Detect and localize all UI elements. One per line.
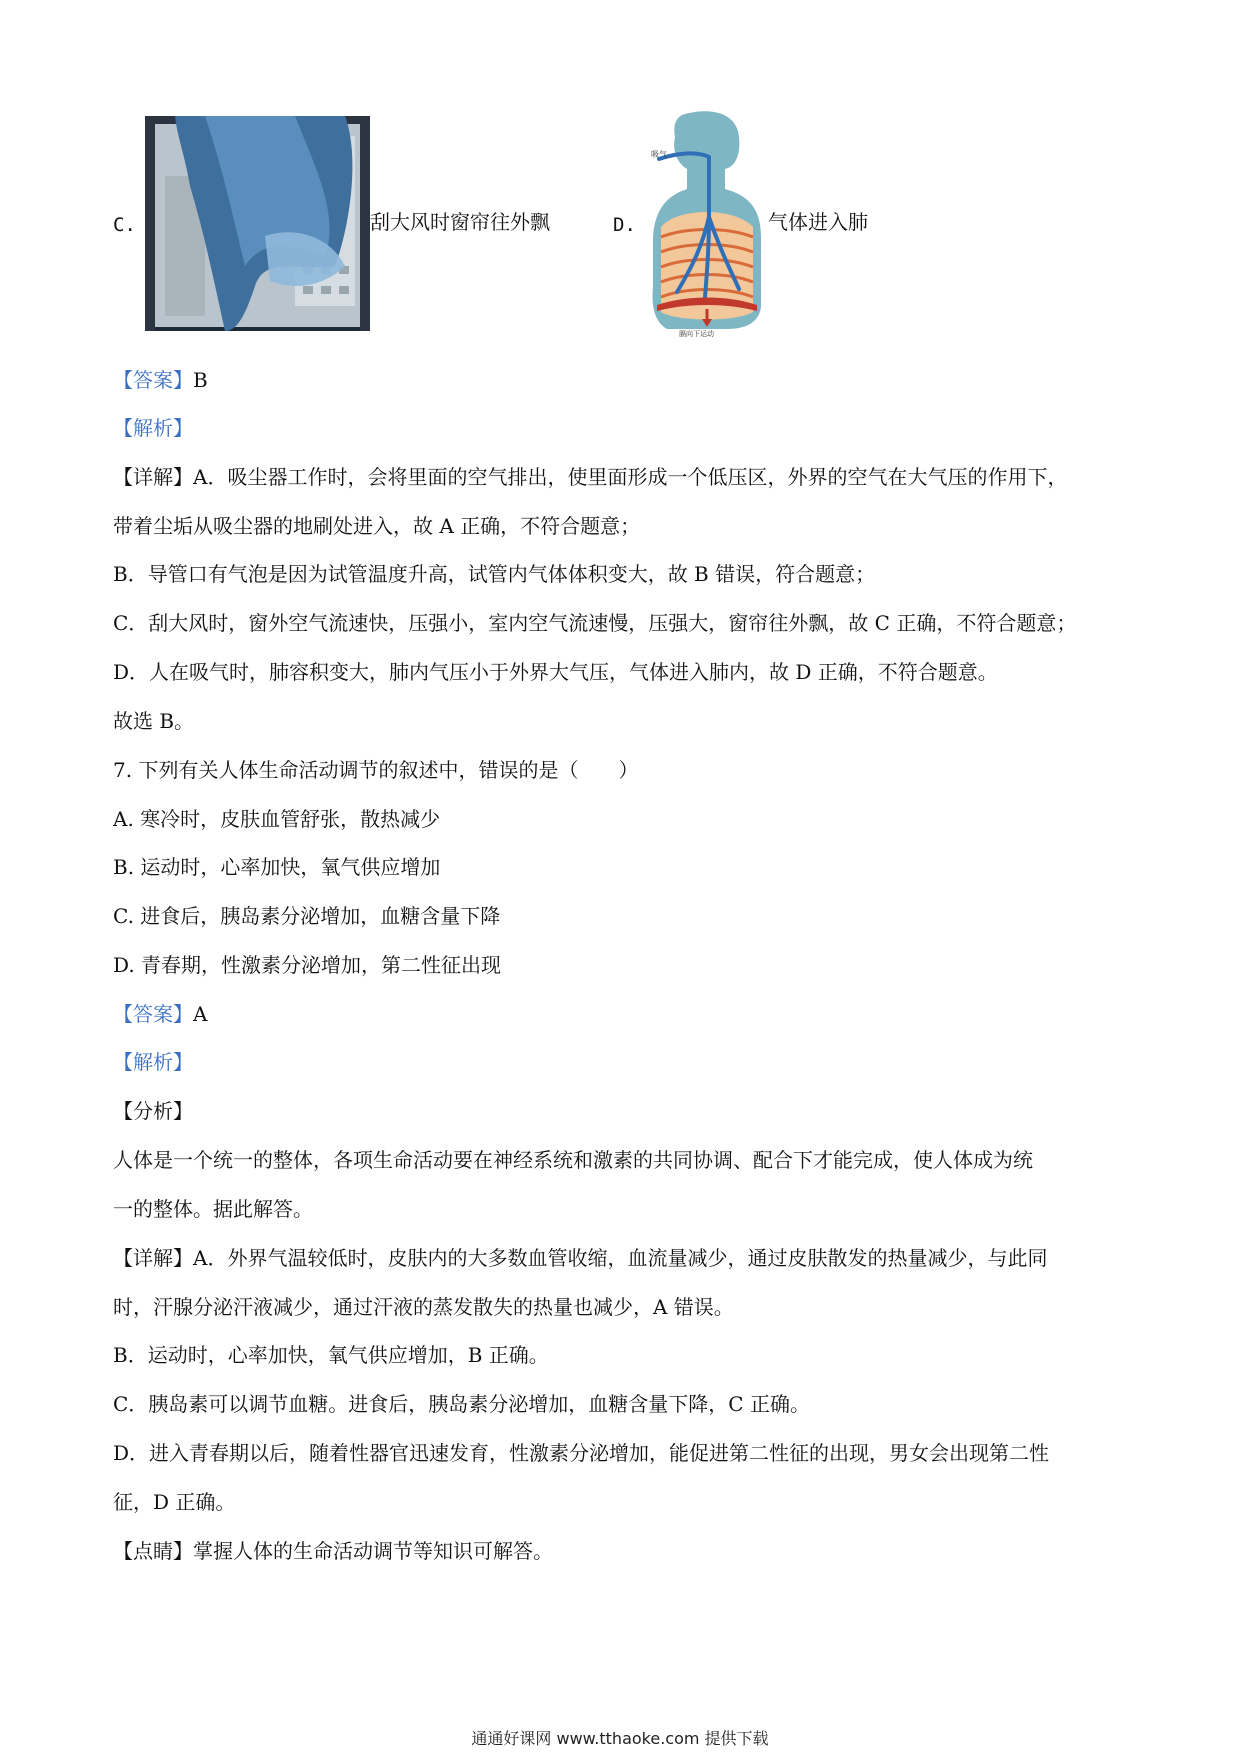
q7-detail-line-2: 时，汗腺分泌汗液减少，通过汗液的蒸发散失的热量也减少，A 错误。	[113, 1295, 734, 1319]
q7-answer-line	[113, 1000, 1133, 1028]
lung-breathing-diagram	[647, 107, 765, 337]
q6-explain-c: C．刮大风时，窗外空气流速快，压强小，室内空气流速慢，压强大，窗帘往外飘，故 C 正确，不符合题意；	[113, 611, 1077, 635]
q7-option-a: A. 寒冷时，皮肤血管舒张，散热减少	[113, 807, 441, 831]
q6-detail-line-1: 【详解】A．吸尘器工作时，会将里面的空气排出，使里面形成一个低压区，外界的空气在大气压的作用下，	[113, 465, 1068, 489]
q7-option-b: B. 运动时，心率加快，氧气供应增加	[113, 855, 441, 879]
window-curtain-image	[145, 116, 370, 331]
diaphragm-diagram-label: 膈向下运动	[679, 330, 714, 337]
q7-explain-c: C．胰岛素可以调节血糖。进食后，胰岛素分泌增加，血糖含量下降，C 正确。	[113, 1392, 810, 1416]
q7-fenxi-tag: 【分析】	[113, 1099, 193, 1123]
inhale-diagram-label: 吸气	[651, 150, 667, 159]
q6-answer-line	[113, 366, 1133, 394]
answer-tag: 【答案】	[113, 1002, 193, 1026]
option-c-label: C.	[113, 214, 136, 236]
q7-answer-value: A	[193, 1002, 208, 1026]
window-curtain-illustration	[145, 116, 370, 331]
q7-fenxi-line-1: 人体是一个统一的整体，各项生命活动要在神经系统和激素的共同协调、配合下才能完成，使人体成为统	[113, 1148, 1033, 1172]
q7-explain-b: B．运动时，心率加快，氧气供应增加，B 正确。	[113, 1343, 549, 1367]
option-c-caption: 刮大风时窗帘往外飘	[370, 210, 550, 234]
q7-stem: 7. 下列有关人体生命活动调节的叙述中，错误的是（ ）	[113, 758, 639, 782]
option-d-caption: 气体进入肺	[768, 210, 868, 234]
page-footer: 通通好课网 www.tthaoke.com 提供下载	[471, 1729, 769, 1748]
q6-explain-d: D．人在吸气时，肺容积变大，肺内气压小于外界大气压，气体进入肺内，故 D 正确，不符合题意。	[113, 660, 998, 684]
q6-analysis-tag: 【解析】	[113, 416, 193, 440]
q7-option-d: D. 青春期，性激素分泌增加，第二性征出现	[113, 953, 502, 977]
q6-conclusion: 故选 B。	[113, 709, 195, 733]
q6-answer-value: B	[193, 368, 208, 392]
q7-explain-d-line-2: 征，D 正确。	[113, 1490, 236, 1514]
q7-comment: 【点睛】掌握人体的生命活动调节等知识可解答。	[113, 1539, 553, 1563]
q7-explain-d-line-1: D．进入青春期以后，随着性器官迅速发育，性激素分泌增加，能促进第二性征的出现，男女会出现第二性	[113, 1441, 1050, 1465]
q7-fenxi-line-2: 一的整体。据此解答。	[113, 1197, 313, 1221]
breathing-illustration	[647, 107, 765, 337]
answer-tag: 【答案】	[113, 368, 193, 392]
q7-option-c: C. 进食后，胰岛素分泌增加，血糖含量下降	[113, 904, 501, 928]
q6-detail-line-2: 带着尘垢从吸尘器的地刷处进入，故 A 正确，不符合题意；	[113, 514, 641, 538]
q6-explain-b: B．导管口有气泡是因为试管温度升高，试管内气体体积变大，故 B 错误，符合题意；	[113, 562, 876, 586]
q7-detail-line-1: 【详解】A．外界气温较低时，皮肤内的大多数血管收缩，血流量减少，通过皮肤散发的热量减少，与此同	[113, 1246, 1048, 1270]
q7-analysis-tag: 【解析】	[113, 1050, 193, 1074]
option-d-label: D.	[613, 214, 636, 236]
